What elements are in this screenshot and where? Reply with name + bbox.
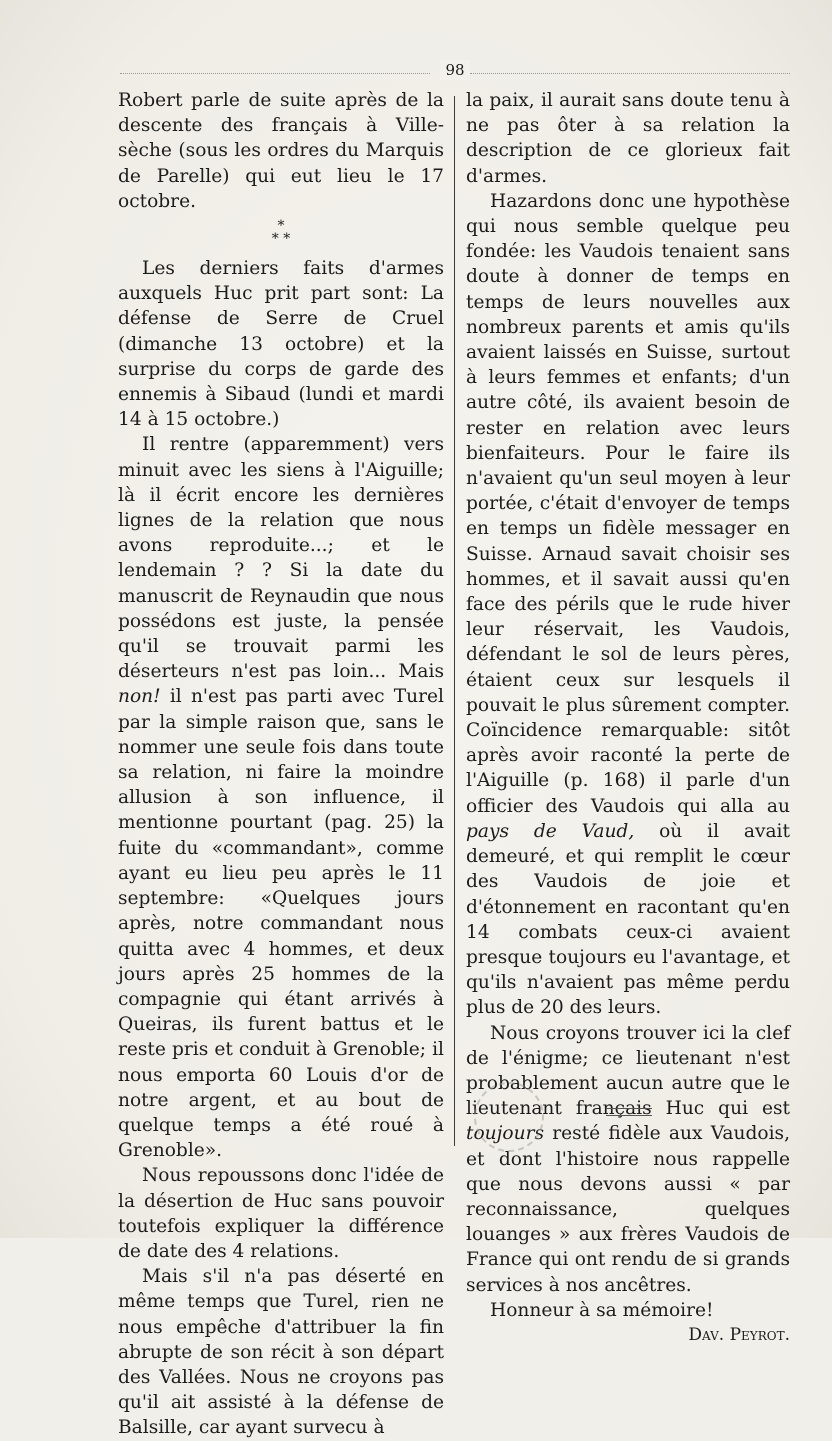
asterism-bottom: * * — [271, 231, 291, 248]
emphasis: pays de Vaud, — [466, 820, 635, 842]
emphasis: toujours — [466, 1123, 545, 1145]
text-run: Nous croyons trouver ici la clef de l'énigme; ce lieutenant n'est probablement aucun autre que le lieutenant français Huc qui est — [466, 1022, 790, 1120]
paragraph: Les derniers faits d'armes auxquels Huc prit part sont: La défense de Serre de Cruel (dimanche 13 octobre) et la surprise du corps de garde des ennemis à Sibaud (lundi et mardi 14 à 15 octobre.) — [118, 258, 444, 431]
paragraph: Mais s'il n'a pas déserté en même temps que Turel, rien ne nous empêche d'attribuer la fin abrupte de son récit à son départ des Vallées. Nous ne croyons pas qu'il ait assisté à la défense de Balsille, car ayant survecu à — [118, 1266, 444, 1439]
page-header — [110, 60, 790, 84]
paragraph: Honneur à sa mémoire! — [490, 1299, 714, 1321]
author-signature: Dav. Peyrot. — [688, 1324, 790, 1345]
emphasis: non! — [118, 686, 161, 708]
paragraph — [466, 1021, 790, 1298]
text-run: Hazardons donc une hypothèse qui nous semble quelque peu fondée: les Vaudois tenaient sans doute à donner de temps en temps de leurs nouvelles aux nombreux parents et amis qu'ils avaient laissés en Suisse, surtout à leurs femmes et enfants; d'un autre côté, ils avaient besoin de rester en relation avec leurs bienfaiteurs. Pour le faire ils n'avaient qu'un seul moyen à leur portée, c'était d'envoyer de temps en temps un fidèle messager en Suisse. Arnaud savait choisir ses hommes, et il savait aussi qu'en face des périls que le rude hiver leur réservait, les Vaudois, défendant le sol de leurs pères, étaient ceux sur lesquels il pouvait le plus sûrement compter. Coïncidence remarquable: sitôt après avoir raconté la perte de l'Aiguille (p. 168) il parle d'un officier des Vaudois qui alla au — [466, 190, 790, 817]
text-run: resté fidèle aux Vaudois, et dont l'histoire nous rappelle que nous devons aussi « par reconnaissance, quelques louanges » aux frères Vaudois de France qui ont rendu de si grands services à nos ancêtres. — [466, 1123, 790, 1296]
paragraph: la paix, il aurait sans doute tenu à ne pas ôter à sa relation la description de ce glorieux fait d'armes. — [466, 90, 790, 187]
closing-rule — [606, 1108, 652, 1116]
asterism-top: * — [277, 218, 285, 235]
page-number: 98 — [440, 60, 470, 80]
paragraph — [466, 189, 790, 1021]
paragraph: Robert parle de suite après de la descente des français à Ville-sèche (sous les ordres du Marquis de Parelle) qui eut lieu le 17 octobre. — [118, 90, 444, 212]
text-run: il n'est pas parti avec Turel par la simple raison que, sans le nommer une seule fois dans toute sa relation, ni faire la moindre allusion à son influence, il mentionne pourtant (pag. 25) la fuite du «commandant», comme ayant eu lieu peu après le 11 septembre: «Quelques jours après, notre commandant nous quitta avec 4 hommes, et deux jours après 25 hommes de la compagnie qui étant arrivés à Queiras, ils furent battus et le reste pris et conduit à Grenoble; il nous emporta 60 Louis d'or de notre argent, et au bout de quelque temps a été roué à Grenoble». — [118, 686, 444, 1162]
column-divider — [454, 96, 455, 1146]
text-run: où il avait demeuré, et qui remplit le cœur des Vaudois de joie et d'étonnement en racontant qu'en 14 combats ceux-ci avaient presque toujours eu l'avantage, et qu'ils n'avaient pas même perdu plus de 20 des leurs. — [466, 820, 790, 1019]
library-stamp — [474, 1082, 544, 1152]
paragraph: Nous repoussons donc l'idée de la désertion de Huc sans pouvoir toutefois expliquer la différence de date des 4 relations. — [118, 1165, 444, 1262]
text-run: Il rentre (apparemment) vers minuit avec les siens à l'Aiguille; là il écrit encore les dernières lignes de la relation que nous avons reproduite...; et le lendemain ? ? Si la date du manuscrit de Reynaudin que nous possédons est juste, la pensée qu'il se trouvait parmi les déserteurs n'est pas loin... Mais — [118, 434, 444, 683]
header-rule-left — [120, 73, 430, 74]
asterism-separator — [118, 220, 444, 246]
paragraph — [118, 432, 444, 1163]
right-column — [466, 88, 790, 1348]
header-rule-right — [470, 73, 790, 74]
